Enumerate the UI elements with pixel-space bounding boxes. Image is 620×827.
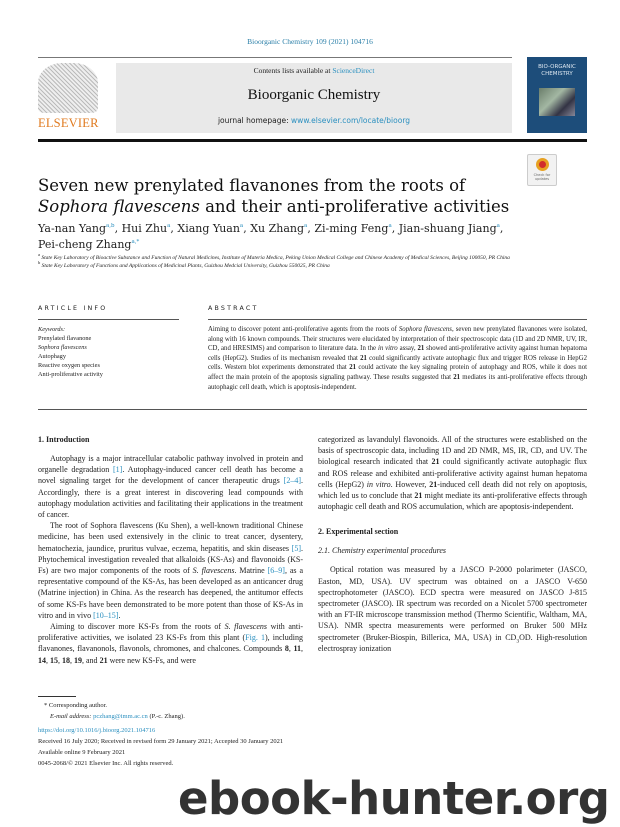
text-run: . Phytochemical investigation revealed that alkaloids (KS-As) and flavonoids (KS-Fs) are two major components of the roots of [38, 543, 303, 576]
email-link[interactable]: pczhang@imm.ac.cn [93, 713, 148, 720]
text-run: and their anti-proliferative activities [199, 197, 510, 216]
text-run: S. flavescens [224, 622, 268, 632]
author[interactable] [38, 238, 139, 251]
keyword: Autophagy [38, 353, 66, 360]
text-run: S. flavescens [192, 566, 235, 576]
author-name[interactable]: Xu Zhang [250, 222, 305, 235]
copyright: 0045-2068/© 2021 Elsevier Inc. All rights reserved. [38, 760, 174, 767]
text-run: Sophora flavescens [38, 197, 200, 216]
article-info-heading: ARTICLE INFO [38, 305, 108, 312]
text-run: , and [82, 655, 100, 665]
author-name[interactable]: Jian-shuang Jiang [398, 222, 497, 235]
journal-reference[interactable]: Bioorganic Chemistry 109 (2021) 104716 [247, 37, 373, 46]
affiliations [38, 252, 518, 270]
reference-link[interactable]: [2–4] [283, 476, 301, 486]
text-run: 21 [453, 373, 461, 381]
text-run: 14 [38, 655, 46, 665]
paragraph [318, 564, 587, 654]
abstract-heading: ABSTRACT [208, 305, 259, 312]
text-run: , [301, 644, 303, 654]
check-updates-label: Check for updates [533, 173, 551, 181]
paragraph [318, 434, 587, 512]
text-run: could activate the key signaling protein of autophagy and ROS, while it does not affect the main protein of the apoptosis signaling pathway. These results suggested that [208, 364, 587, 381]
doi-link[interactable]: https://doi.org/10.1016/j.bioorg.2021.104716 [38, 727, 156, 734]
divider [38, 409, 587, 410]
text-run: The root of Sophora flavescens (Ku Shen), a well-known traditional Chinese medicine, has been used extensively in the clinic to treat cancer, dysentery, hematochezia, jaundice, pruritus vulvae, eczema, hepatitis, and skin diseases [38, 521, 303, 553]
text-run: Aiming to discover more KS-Fs from the roots of [50, 622, 225, 632]
text-run: 21 [99, 655, 108, 665]
author-list: Ya-nan Yang$^{a,b}$, Hui Zhu$^a$, Xiang Yuan$^a$, Xu Zhang$^a$, Zi-ming Feng$^a$, Jian-shuang Jiang$^a$, Pei-cheng Zhang$^{a,*}$ [38, 222, 504, 251]
tree-icon [38, 63, 98, 113]
text-run: 19 [74, 655, 82, 665]
contents-line [116, 66, 512, 76]
subsection-heading: 2.1. Chemistry experimental procedures [318, 546, 447, 556]
text-run: . Matrine [234, 566, 268, 576]
footnote-mark: * [44, 702, 48, 709]
author[interactable] [250, 222, 307, 235]
text-run: Aiming to discover potent anti-proliferative agents from the roots of [208, 326, 399, 333]
affiliation-text: State Key Laboratory of Functions and Applications of Medicinal Plants, Guizhou Medcial University, Guizhou 550025, PR China [41, 262, 330, 269]
text-run: 11 [293, 644, 301, 654]
paragraph [38, 621, 303, 666]
keyword: Reactive oxygen species [38, 362, 100, 369]
keyword: Prenylated flavanone [38, 335, 92, 342]
paragraph [38, 520, 303, 621]
journal-header [116, 63, 512, 133]
text-run: might mediate its anti-proliferative effects through autophagic cell death and ROS accumulation, which are apoptosis-independent. [318, 491, 587, 512]
affiliation-marker[interactable]: a [239, 223, 244, 229]
reference-link[interactable]: [1] [113, 465, 123, 475]
affiliation-marker[interactable]: a [167, 223, 171, 229]
text-run: . Accordingly, there is a great interest in discovering lead compounds with autophagy modulation activities and facilitating their applications in the treatment of cancer. [38, 476, 303, 520]
text-run: assay, [397, 345, 418, 353]
author-name[interactable]: Pei-cheng Zhang [38, 238, 132, 251]
author-name[interactable]: Zi-ming Feng [314, 222, 389, 235]
reference-link[interactable]: Fig. 1 [245, 633, 265, 643]
paragraph [38, 453, 303, 520]
left-column [38, 434, 303, 666]
text-run: Seven new prenylated flavanones from the roots of [38, 176, 466, 195]
author[interactable] [122, 222, 171, 235]
text-run: Optical rotation was measured by a JASCO P-2000 polarimeter (JASCO, Easton, MD, USA). UV spectrum was obtained on a JASCO V-650 spectrophotometer (JASCO). ECD spectra were measured on JASCO J-815 spectrometer (JASCO). IR spectrum was recorded on a Nicolet 5700 spectrometer with an FT-IR microscope transmission method (Thermo Scientific, Waltham, MA, USA). NMR spectra measurements were performed on Bruker 500 MHz spectrometer (Bruker-Biospin, Billerica, MA, USA) in CD [318, 565, 587, 642]
text-run: , seven new prenylated flavanones were isolated, along with 16 known compounds. Their structures were elucidated by interpretation of their spectroscopic data (1D and 2D NMR, UV, IR, CD, and HRESIMS) and comparison to literature data. In the [208, 326, 587, 353]
elsevier-logo [38, 63, 100, 133]
text-run: categorized as lavandulyl flavonoids. All of the structures were established on the basis of spectroscopic data, including 1D and 2D NMR, MS, IR, CD, and UV. The biological research indicated that [318, 435, 587, 467]
available-online: Available online 9 February 2021 [38, 749, 126, 756]
text-run: 21 [429, 479, 438, 489]
article-title [38, 175, 518, 217]
author[interactable] [399, 222, 500, 235]
text-run: 21 [417, 345, 425, 353]
abstract-body [208, 325, 587, 392]
received-dates: Received 16 July 2020; Received in revised form 29 January 2021; Accepted 30 January 2021 [38, 738, 284, 745]
journal-cover [527, 57, 587, 133]
divider [38, 319, 179, 320]
text-run: 3 [516, 638, 520, 645]
affiliation [38, 252, 518, 263]
reference-link[interactable]: [6–9] [267, 566, 285, 576]
divider [38, 57, 512, 58]
text-run: in vitro [366, 479, 391, 489]
text-run: 8 [284, 644, 289, 654]
check-for-updates-button[interactable] [527, 154, 557, 186]
text-run: could significantly activate autophagic flux and trigger ROS release in HepG2 cells. Western blot experiments demonstrated that [208, 354, 587, 372]
text-run: ), including flavanones, flavanonols, flavonols, chromones, and chalcones. Compounds [38, 633, 303, 654]
text-run: showed anti-proliferative activity against human hepatoma cells (HepG2). Studies of its mechanism revealed that [208, 345, 587, 362]
homepage-prefix: journal homepage: [217, 116, 292, 125]
text-run: in vitro [377, 345, 398, 353]
text-run: . [118, 610, 121, 620]
header-rule [38, 139, 587, 142]
text-run: , [288, 644, 294, 654]
reference-link[interactable]: [5] [291, 543, 301, 553]
author[interactable] [177, 222, 243, 235]
text-run: 21 [360, 354, 367, 362]
text-run: 21 [431, 457, 440, 467]
text-run: OD. High-resolution electrospray ionization [318, 632, 588, 653]
reference-link[interactable]: [10–15] [93, 610, 119, 620]
text-run: Autophagy is a major intracellular catabolic pathway involved in protein and organelle degradation [38, 454, 303, 475]
homepage-link[interactable]: www.elsevier.com/locate/bioorg [291, 116, 411, 125]
keyword: Sophora flavescens [38, 344, 87, 351]
email-label: E-mail address: [50, 713, 94, 720]
affiliation-marker[interactable]: a [388, 223, 392, 229]
keywords [38, 325, 178, 379]
sciencedirect-link[interactable]: ScienceDirect [332, 66, 375, 75]
affiliation-text: State Key Laboratory of Bioactive Substance and Function of Natural Medicines, Institute of Materia Medica, Peking Union Medical College and Chinese Academy of Medical Sciences, Beijing 100050, PR China [41, 255, 510, 261]
text-run: 21 [414, 491, 423, 501]
author-name[interactable]: Hui Zhu [121, 222, 168, 235]
corresponding-label: Corresponding author. [48, 702, 108, 709]
email-suffix: (P.-c. Zhang). [147, 713, 185, 720]
text-run: were new KS-Fs, and were [107, 655, 196, 665]
homepage-line [116, 116, 512, 126]
author[interactable] [38, 222, 115, 235]
journal-title: Bioorganic Chemistry [247, 87, 381, 103]
footnote [38, 700, 338, 722]
text-run: could significantly activate autophagic flux and ROS release and exhibited anti-proliferative activity against human hepatoma cells (HepG2) [318, 457, 588, 489]
contents-prefix: Contents lists available at [253, 66, 333, 75]
publication-info [38, 725, 458, 769]
section-heading: 2. Experimental section [318, 527, 399, 537]
check-updates-icon [536, 158, 549, 171]
keyword: Anti-proliferative activity [38, 371, 103, 378]
text-run: 18 [62, 655, 70, 665]
text-run: with anti-proliferative activities, we isolated 23 KS-Fs from this plant ( [38, 622, 304, 643]
divider [208, 319, 587, 320]
affiliation-marker[interactable]: a,b [106, 223, 115, 229]
text-run: , [46, 655, 50, 665]
author-name[interactable]: Xiang Yuan [177, 222, 240, 235]
cover-title: BIO-ORGANIC CHEMISTRY [538, 64, 576, 77]
text-run: , [58, 655, 62, 665]
affiliation-marker[interactable]: a,* [131, 239, 140, 245]
text-run: -induced cell death did not rely on apoptosis, which led us to conclude that [318, 479, 587, 501]
author[interactable] [314, 222, 391, 235]
affiliation [38, 259, 518, 271]
text-run: 21 [349, 364, 356, 372]
watermark: ebook-hunter.org [178, 772, 610, 825]
text-run: Sophora flavescens [398, 326, 452, 333]
affiliation-marker: a [38, 252, 40, 257]
text-run: mediates its anti-proliferative effects through autophagic cell death, which is apoptosis-independent. [208, 373, 587, 391]
text-run: , as a representative compound of the KS-As, has been developed as an anticancer drug (Matrine injection) in China. As the research has deepened, the antitumor effects of some KS-Fs have been demonstrated to be more potent than those of KS-As in vitro and in vivo [38, 566, 304, 620]
affiliation-marker[interactable]: a [304, 223, 308, 229]
right-column [318, 434, 587, 654]
cover-image [539, 88, 575, 116]
text-run: . Autophagy-induced cancer cell death has become a novel signaling target for the development of cancer therapeutic drugs [38, 465, 303, 486]
section-heading: 1. Introduction [38, 435, 90, 444]
author-name[interactable]: Ya-nan Yang [38, 222, 106, 235]
text-run: , [70, 655, 74, 665]
publisher-logo-text: ELSEVIER [38, 116, 99, 130]
keywords-label: Keywords: [38, 326, 66, 333]
text-run: 15 [50, 655, 58, 665]
affiliation-marker: b [38, 259, 41, 265]
text-run: . However, [390, 479, 430, 489]
affiliation-marker[interactable]: a [496, 223, 500, 229]
footnote-rule [38, 696, 76, 697]
